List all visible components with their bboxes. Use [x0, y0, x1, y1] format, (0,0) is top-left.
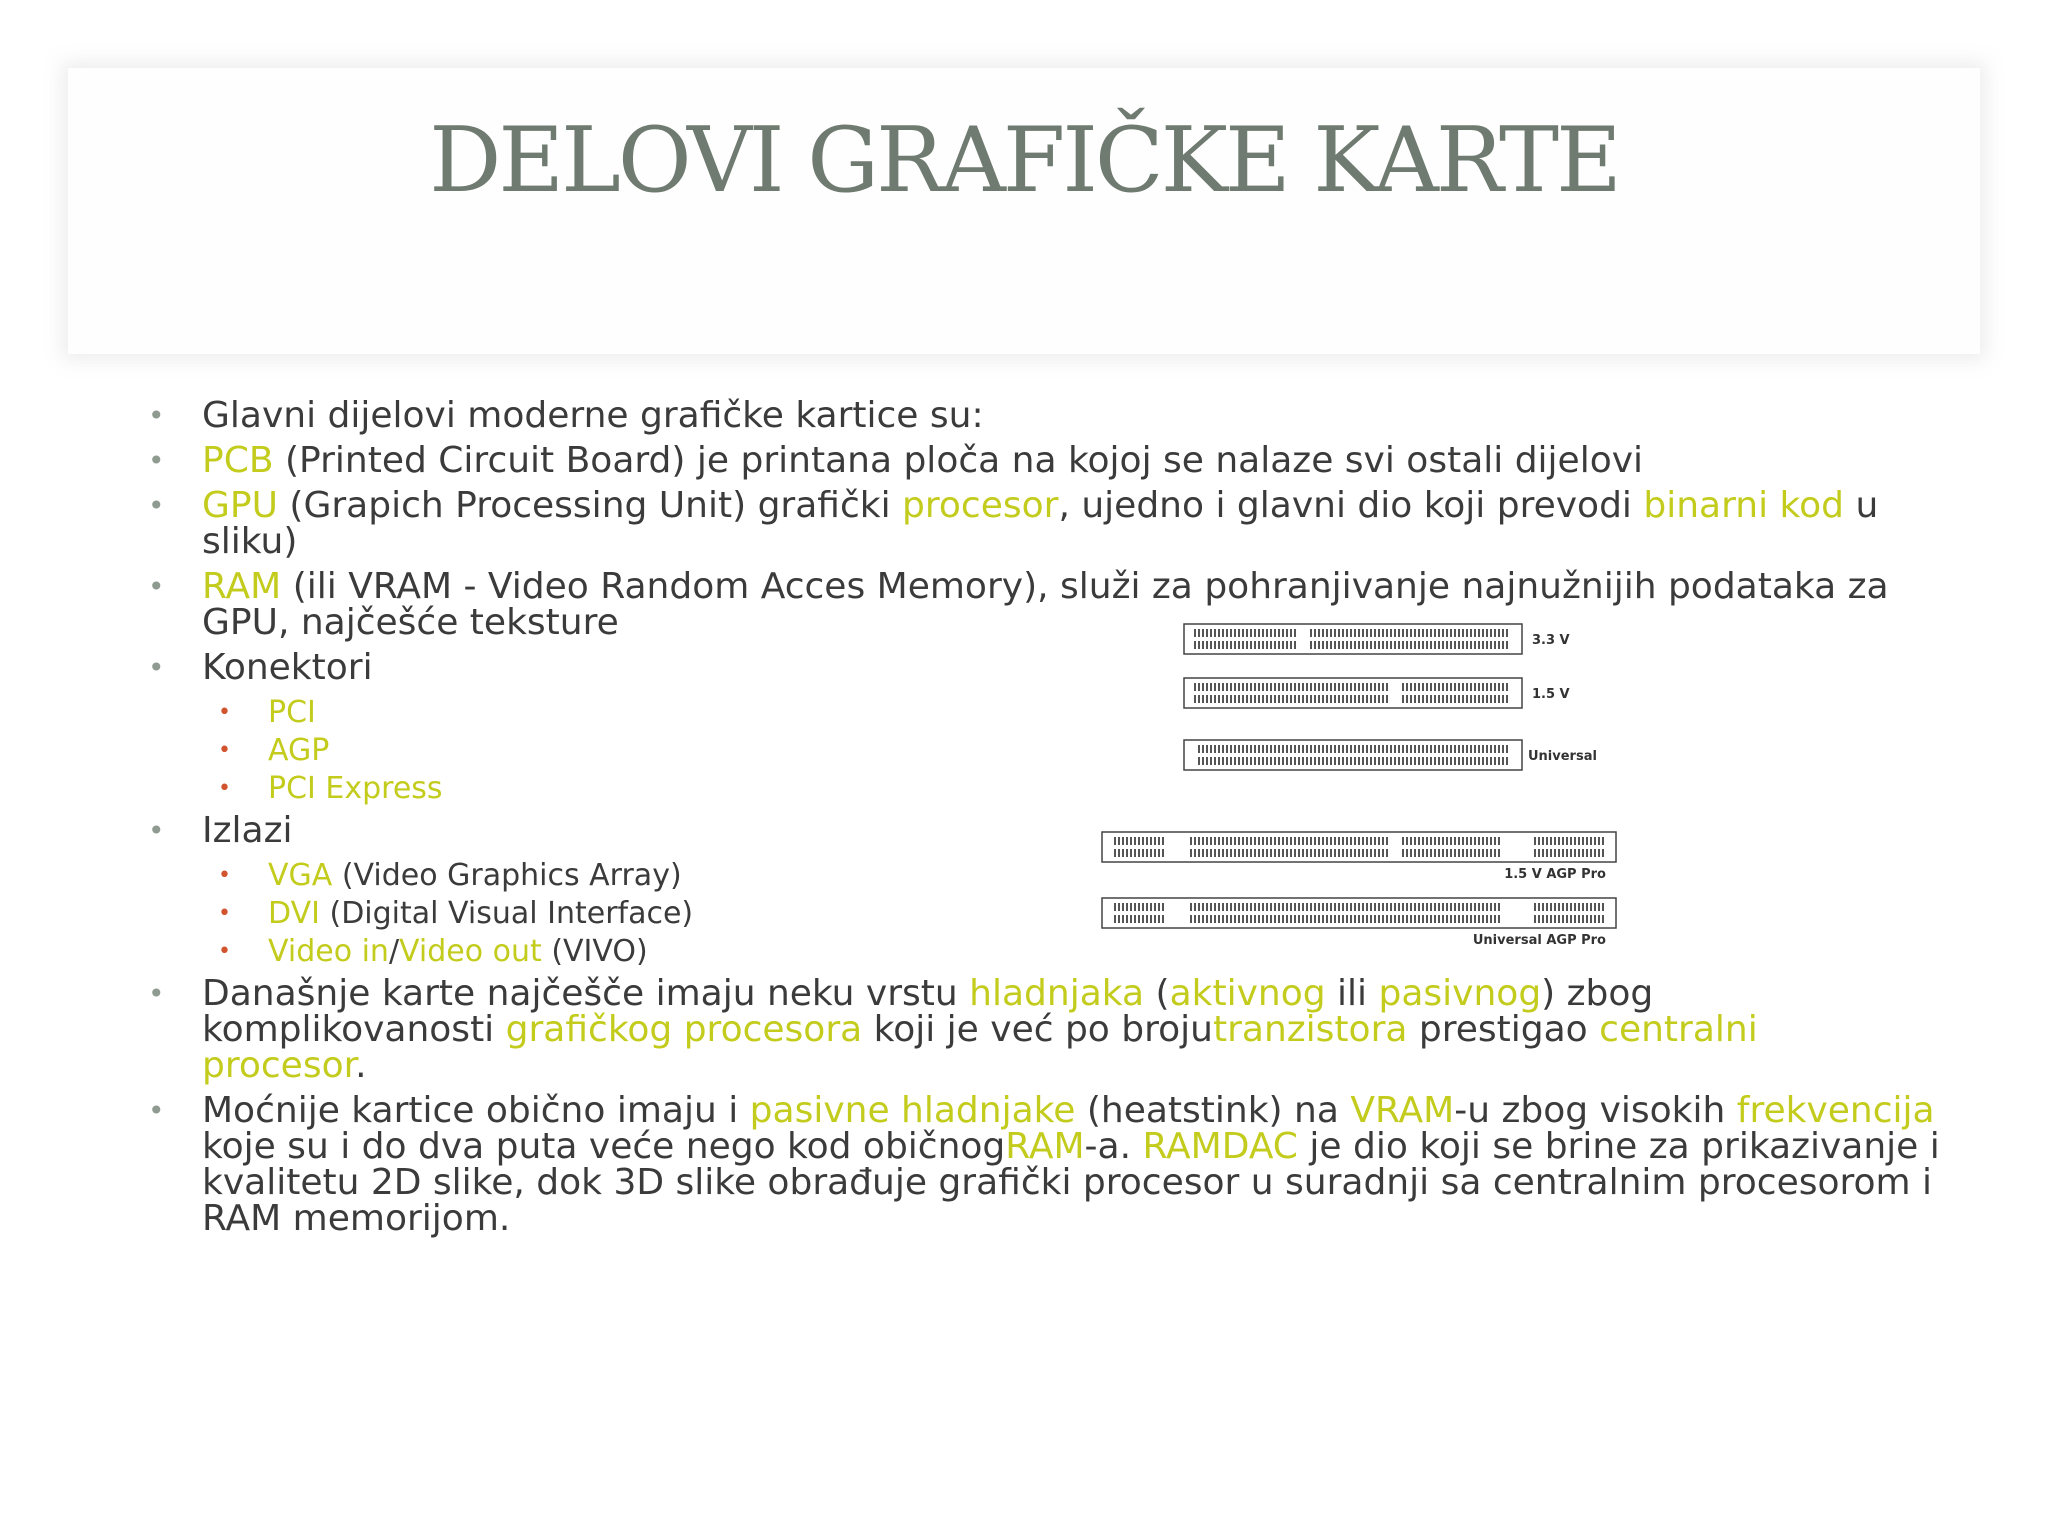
sub-item-vivo: • Video in/Video out (VIVO): [148, 934, 1948, 970]
list-item-izlazi: • Izlazi: [148, 813, 1948, 849]
page-title: DELOVI GRAFIČKE KARTE: [429, 108, 1619, 213]
term-link[interactable]: RAM: [1005, 1126, 1085, 1167]
slot-label: 1.5 V: [1532, 687, 1570, 702]
slot-label: 3.3 V: [1532, 633, 1570, 648]
term-link[interactable]: RAM: [202, 566, 282, 607]
sub-item-dvi: • DVI (Digital Visual Interface): [148, 896, 1948, 932]
slot-agp-pro-1v5: [1102, 832, 1616, 882]
sub-item-vga: • VGA (Video Graphics Array): [148, 858, 1948, 894]
sub-item-agp[interactable]: • AGP: [148, 733, 1948, 769]
term-link[interactable]: centralni procesor: [202, 1009, 1758, 1086]
list-item-konektori: • Konektori: [148, 650, 1948, 686]
list-item-gpu: • GPU (Grapich Processing Unit) grafički procesor, ujedno i glavni dio koji prevodi binarni kod u sliku): [148, 488, 1962, 560]
sub-item-pci-express[interactable]: • PCI Express: [148, 771, 1948, 807]
term-link[interactable]: Video in: [268, 934, 389, 969]
slot-agp-pro-universal: [1102, 898, 1616, 948]
list-item-ram: • RAM (ili VRAM - Video Random Acces Memory), služi za pohranjivanje najnužnijih podataka za GPU, najčešće teksture: [148, 569, 1902, 641]
term-link[interactable]: hladnjaka: [969, 973, 1145, 1014]
term-link[interactable]: frekvencija: [1736, 1090, 1935, 1131]
term-link[interactable]: VRAM: [1350, 1090, 1455, 1131]
term-link[interactable]: DVI: [268, 896, 320, 931]
term-link[interactable]: Video out: [399, 934, 542, 969]
list-item-mocnije: • Moćnije kartice obično imaju i pasivne hladnjake (heatstink) na VRAM-u zbog visokih frekvencija koje su i do dva puta veće nego kod običnogRAM-a. RAMDAC je dio koji se brine za prikazivanje i kvalitetu 2D slike, dok 3D slike obrađuje grafički procesor u suradnji sa centralnim procesorom i RAM memorijom.: [148, 1093, 2002, 1237]
slot-label: Universal: [1528, 749, 1597, 764]
term-link[interactable]: VGA: [268, 858, 333, 893]
term-link[interactable]: PCB: [202, 440, 274, 481]
term-link[interactable]: pasivne hladnjake: [749, 1090, 1076, 1131]
term-link[interactable]: pasivnog: [1378, 973, 1542, 1014]
term-link[interactable]: aktivnog: [1169, 973, 1326, 1014]
list-item-pcb: • PCB (Printed Circuit Board) je printana ploča na kojoj se nalaze svi ostali dijelovi: [148, 443, 1948, 479]
slot-label: Universal AGP Pro: [1472, 933, 1606, 948]
term-link[interactable]: GPU: [202, 485, 278, 526]
slot-1v5: [1184, 678, 1570, 708]
term-link[interactable]: tranzistora: [1212, 1009, 1408, 1050]
term-link[interactable]: grafičkog procesora: [505, 1009, 863, 1050]
slot-label: 1.5 V AGP Pro: [1504, 867, 1606, 882]
slot-universal: [1184, 740, 1597, 770]
slot-3v3: [1184, 624, 1570, 654]
list-item: • Glavni dijelovi moderne grafičke kartice su:: [148, 398, 1948, 434]
term-link[interactable]: binarni kod: [1643, 485, 1844, 526]
term-link[interactable]: procesor: [902, 485, 1059, 526]
term-link[interactable]: RAMDAC: [1142, 1126, 1298, 1167]
bullet-list: [148, 395, 1948, 1246]
list-item-danasnje: • Današnje karte najčešče imaju neku vrstu hladnjaka (aktivnog ili pasivnog) zbog komplikovanosti grafičkog procesora koji je već po brojutranzistora prestigao centralni procesor.: [148, 976, 1812, 1084]
sub-item-pci[interactable]: • PCI: [148, 695, 1948, 731]
slot-diagram: [1098, 622, 1618, 952]
